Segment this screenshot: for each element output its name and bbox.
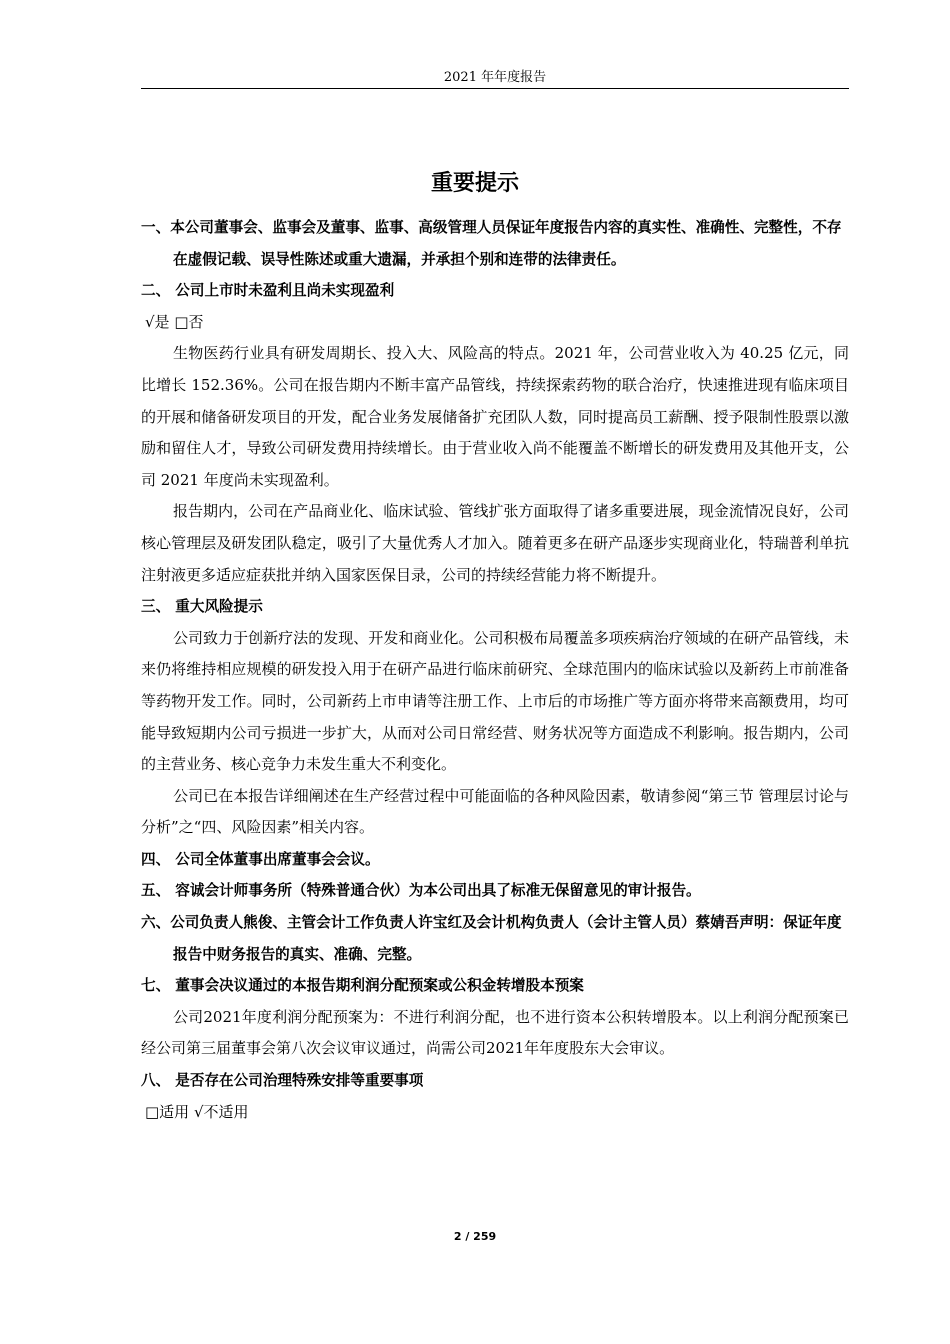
section-3-heading: 三、 重大风险提示 xyxy=(141,598,263,616)
page-header: 2021 年年度报告 xyxy=(443,70,547,85)
section-5-heading: 五、 容诚会计师事务所（特殊普通合伙）为本公司出具了标准无保留意见的审计报告。 xyxy=(141,882,701,900)
section-4-heading: 四、 公司全体董事出席董事会会议。 xyxy=(141,850,380,868)
section-2-heading: 二、 公司上市时未盈利且尚未实现盈利 xyxy=(141,282,395,300)
section-2-option: √是 □否 xyxy=(145,312,204,331)
section-3-paragraph-2: 公司已在本报告详细阐述在生产经营过程中可能面临的各种风险因素，敬请参阅“第三节 管理层讨论与分析”之“四、风险因素”相关内容。 xyxy=(141,786,849,837)
document-body xyxy=(141,212,849,1128)
header-divider xyxy=(141,88,849,89)
section-7-heading: 七、 董事会决议通过的本报告期利润分配预案或公积金转增股本预案 xyxy=(141,977,584,995)
section-8-option: □适用 √不适用 xyxy=(145,1102,249,1121)
page-number: 2 / 259 xyxy=(453,1230,497,1243)
section-3-paragraph-1: 公司致力于创新疗法的发现、开发和商业化。公司积极布局覆盖多项疾病治疗领域的在研产品管线，未来仍将维持相应规模的研发投入用于在研产品进行临床前研究、全球范围内的临床试验以及新药上市前准备等药物开发工作。同时，公司新药上市申请等注册工作、上市后的市场推广等方面亦将带来高额费用，均可能导致短期内公司亏损进一步扩大，从而对公司日常经营、财务状况等方面造成不利影响。报告期内，公司的主营业务、核心竞争力未发生重大不利变化。 xyxy=(141,628,849,774)
section-1-heading: 一、本公司董事会、监事会及董事、监事、高级管理人员保证年度报告内容的真实性、准确性、完整性，不存在虚假记载、误导性陈述或重大遗漏，并承担个别和连带的法律责任。 xyxy=(141,219,842,268)
page-title: 重要提示 xyxy=(430,171,519,196)
section-6-heading: 六、公司负责人熊俊、主管会计工作负责人许宝红及会计机构负责人（会计主管人员）蔡婧吾声明：保证年度报告中财务报告的真实、准确、完整。 xyxy=(141,914,842,963)
section-2-paragraph-2: 报告期内，公司在产品商业化、临床试验、管线扩张方面取得了诸多重要进展，现金流情况良好，公司核心管理层及研发团队稳定，吸引了大量优秀人才加入。随着更多在研产品逐步实现商业化，特瑞普利单抗注射液更多适应症获批并纳入国家医保目录，公司的持续经营能力将不断提升。 xyxy=(141,502,849,584)
section-2-paragraph-1: 生物医药行业具有研发周期长、投入大、风险高的特点。2021 年，公司营业收入为 40.25 亿元，同比增长 152.36%。公司在报告期内不断丰富产品管线，持续探索药物的联合治疗，快速推进现有临床项目的开展和储备研发项目的开发，配合业务发展储备扩充团队人数，同时提高员工薪酬、授予限制性股票以激励和留住人才，导致公司研发费用持续增长。由于营业收入尚不能覆盖不断增长的研发费用及其他开支，公司 2021 年度尚未实现盈利。 xyxy=(141,344,849,489)
section-8-heading: 八、 是否存在公司治理特殊安排等重要事项 xyxy=(141,1072,424,1090)
section-7-paragraph-1: 公司2021年度利润分配预案为：不进行利润分配，也不进行资本公积转增股本。以上利润分配预案已经公司第三届董事会第八次会议审议通过，尚需公司2021年年度股东大会审议。 xyxy=(141,1007,849,1058)
